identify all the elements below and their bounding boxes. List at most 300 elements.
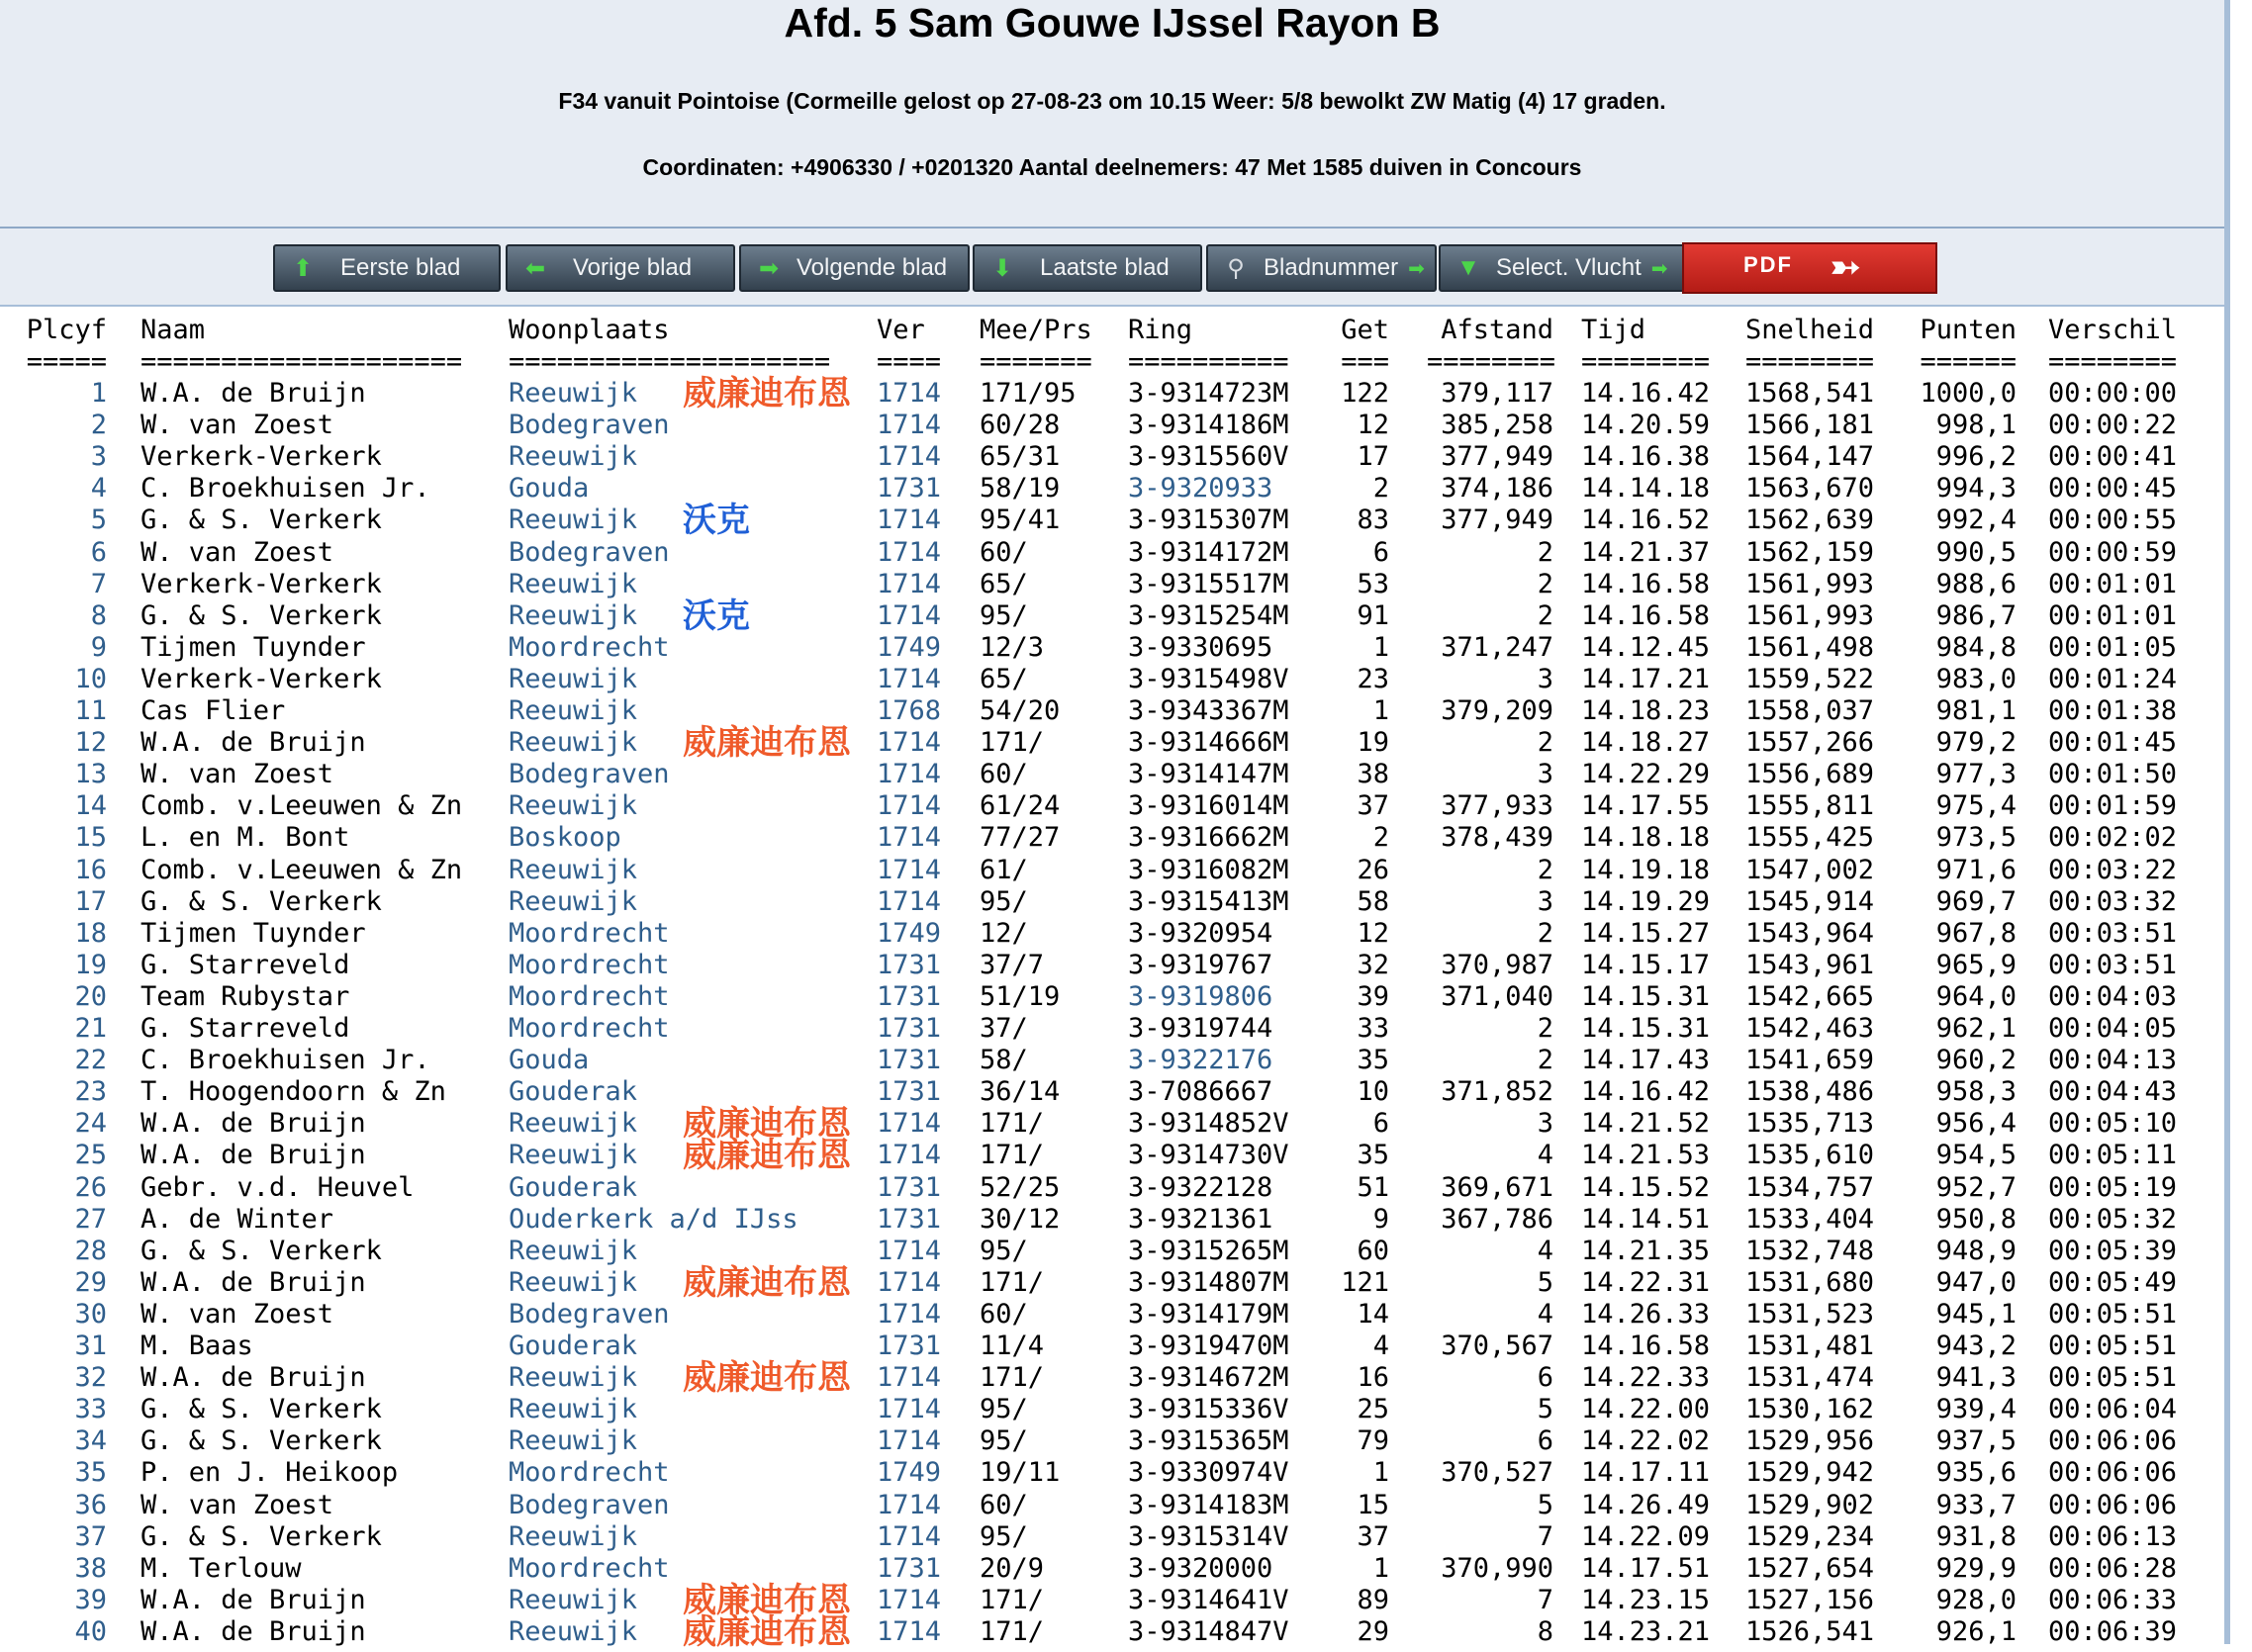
cell-ver[interactable]: 1714 <box>877 790 942 822</box>
table-row <box>0 1136 2224 1176</box>
last-page-button[interactable]: ⬇ Laatste blad <box>973 244 1202 292</box>
cell-woonplaats[interactable]: Moordrecht <box>509 631 670 663</box>
column-header-afstand: Afstand <box>1441 315 1553 345</box>
cell-verschil: 00:05:39 <box>2048 1235 2178 1266</box>
cell-ring: 3-9314672M <box>1128 1362 1289 1394</box>
cell-get: 19 <box>1357 727 1389 759</box>
column-header-ver: Ver <box>877 315 925 345</box>
cell-ver[interactable]: 1714 <box>877 1298 942 1330</box>
cell-naam: Cas Flier <box>141 695 286 726</box>
cell-naam: Comb. v.Leeuwen & Zn <box>141 854 463 885</box>
cell-plcyf[interactable]: 13 <box>74 759 107 790</box>
cell-mee-prs: 60/ <box>980 536 1028 568</box>
cell-ver[interactable]: 1714 <box>877 1425 942 1457</box>
cell-tijd: 14.22.09 <box>1581 1520 1711 1552</box>
table-row <box>0 1045 2224 1076</box>
cell-ver[interactable]: 1731 <box>877 1013 942 1044</box>
cell-verschil: 00:04:05 <box>2048 1013 2178 1044</box>
cell-ring: 3-9315517M <box>1128 568 1289 599</box>
cell-plcyf[interactable]: 32 <box>74 1362 107 1394</box>
table-row <box>0 1521 2224 1553</box>
cell-woonplaats[interactable]: Reeuwijk <box>509 885 638 917</box>
cell-mee-prs: 58/19 <box>980 473 1061 505</box>
table-row <box>0 723 2224 764</box>
cell-verschil: 00:03:22 <box>2048 854 2178 885</box>
cell-mee-prs: 171/ <box>980 1362 1045 1394</box>
cell-woonplaats[interactable]: Moordrecht <box>509 1457 670 1489</box>
cell-mee-prs: 95/ <box>980 1394 1028 1425</box>
cell-naam: W.A. de Bruijn <box>141 1584 366 1615</box>
cell-ring: 3-9315498V <box>1128 663 1289 694</box>
cell-mee-prs: 95/ <box>980 1520 1028 1552</box>
cell-ver[interactable]: 1714 <box>877 759 942 790</box>
column-header-mee-prs: Mee/Prs <box>980 315 1092 345</box>
cell-verschil: 00:01:01 <box>2048 599 2178 631</box>
cell-punten: 926,1 <box>1935 1615 2017 1647</box>
annotation-label: 威廉迪布恩 <box>683 1358 851 1399</box>
cell-afstand: 3 <box>1537 885 1553 917</box>
cell-ring: 3-9320954 <box>1128 917 1273 949</box>
cell-woonplaats[interactable]: Gouda <box>509 473 590 505</box>
cell-punten: 937,5 <box>1935 1425 2017 1457</box>
cell-get: 35 <box>1357 1045 1389 1076</box>
table-row <box>0 1262 2224 1303</box>
cell-get: 25 <box>1357 1394 1389 1425</box>
cell-tijd: 14.20.59 <box>1581 410 1711 441</box>
cell-plcyf[interactable]: 33 <box>74 1394 107 1425</box>
table-row <box>0 374 2224 413</box>
cell-mee-prs: 65/ <box>980 663 1028 694</box>
cell-woonplaats[interactable]: Reeuwijk <box>509 568 638 599</box>
cell-mee-prs: 95/ <box>980 1235 1028 1266</box>
cell-ver[interactable]: 1714 <box>877 1362 942 1394</box>
cell-ver[interactable]: 1731 <box>877 1045 942 1076</box>
cell-plcyf[interactable]: 40 <box>74 1615 107 1647</box>
cell-snelheid: 1529,234 <box>1745 1520 1875 1552</box>
cell-woonplaats[interactable]: Gouderak <box>509 1171 638 1203</box>
cell-woonplaats[interactable]: Boskoop <box>509 822 621 854</box>
cell-ver[interactable]: 1731 <box>877 949 942 980</box>
cell-verschil: 00:04:13 <box>2048 1045 2178 1076</box>
cell-plcyf[interactable]: 1 <box>90 378 107 409</box>
cell-punten: 947,0 <box>1935 1266 2017 1298</box>
cell-get: 51 <box>1357 1171 1389 1203</box>
table-row <box>0 759 2224 790</box>
cell-plcyf[interactable]: 36 <box>74 1489 107 1520</box>
cell-verschil: 00:01:01 <box>2048 568 2178 599</box>
cell-woonplaats[interactable]: Gouda <box>509 1045 590 1076</box>
cell-plcyf[interactable]: 25 <box>74 1140 107 1171</box>
first-page-button[interactable]: ⬆ Eerste blad <box>273 244 501 292</box>
cell-plcyf[interactable]: 3 <box>90 441 107 473</box>
cell-plcyf[interactable]: 35 <box>74 1457 107 1489</box>
cell-ver[interactable]: 1714 <box>877 727 942 759</box>
cell-plcyf[interactable]: 21 <box>74 1013 107 1044</box>
cell-ver[interactable]: 1749 <box>877 1457 942 1489</box>
cell-snelheid: 1562,159 <box>1745 536 1875 568</box>
cell-snelheid: 1531,680 <box>1745 1266 1875 1298</box>
cell-ver[interactable]: 1714 <box>877 1520 942 1552</box>
cell-plcyf[interactable]: 11 <box>74 695 107 726</box>
cell-woonplaats[interactable]: Moordrecht <box>509 917 670 949</box>
cell-plcyf[interactable]: 6 <box>90 536 107 568</box>
cell-mee-prs: 58/ <box>980 1045 1028 1076</box>
table-row <box>0 632 2224 664</box>
cell-get: 29 <box>1357 1615 1389 1647</box>
cell-plcyf[interactable]: 15 <box>74 822 107 854</box>
cell-woonplaats[interactable]: Reeuwijk <box>509 727 638 759</box>
cell-snelheid: 1557,266 <box>1745 727 1875 759</box>
cell-naam: Team Rubystar <box>141 980 350 1012</box>
cell-woonplaats[interactable]: Reeuwijk <box>509 790 638 822</box>
cell-punten: 931,8 <box>1935 1520 2017 1552</box>
cell-woonplaats[interactable]: Bodegraven <box>509 1489 670 1520</box>
cell-woonplaats[interactable]: Bodegraven <box>509 759 670 790</box>
table-header-separator <box>0 346 2224 378</box>
cell-get: 6 <box>1372 536 1389 568</box>
cell-ver[interactable]: 1714 <box>877 1584 942 1615</box>
cell-snelheid: 1533,404 <box>1745 1203 1875 1235</box>
cell-afstand: 7 <box>1537 1520 1553 1552</box>
cell-snelheid: 1529,956 <box>1745 1425 1875 1457</box>
cell-woonplaats[interactable]: Reeuwijk <box>509 599 638 631</box>
cell-naam: L. en M. Bont <box>141 822 350 854</box>
cell-plcyf[interactable]: 2 <box>90 410 107 441</box>
cell-mee-prs: 12/ <box>980 917 1028 949</box>
cell-naam: P. en J. Heikoop <box>141 1457 399 1489</box>
cell-ver[interactable]: 1714 <box>877 536 942 568</box>
cell-verschil: 00:04:03 <box>2048 980 2178 1012</box>
cell-tijd: 14.16.58 <box>1581 599 1711 631</box>
cell-punten: 941,3 <box>1935 1362 2017 1394</box>
separator-verschil: ======== <box>2048 346 2178 377</box>
cell-plcyf[interactable]: 39 <box>74 1584 107 1615</box>
cell-ring: 3-9319744 <box>1128 1013 1273 1044</box>
page-number-button[interactable]: ⚲ Bladnummer ➡ <box>1206 244 1437 292</box>
cell-ring: 3-9315365M <box>1128 1425 1289 1457</box>
cell-plcyf[interactable]: 9 <box>90 631 107 663</box>
cell-ver[interactable]: 1731 <box>877 1552 942 1584</box>
cell-ver[interactable]: 1714 <box>877 1394 942 1425</box>
cell-plcyf[interactable]: 4 <box>90 473 107 505</box>
cell-ver[interactable]: 1714 <box>877 410 942 441</box>
cell-woonplaats[interactable]: Reeuwijk <box>509 1584 638 1615</box>
cell-woonplaats[interactable]: Reeuwijk <box>509 1235 638 1266</box>
cell-woonplaats[interactable]: Reeuwijk <box>509 441 638 473</box>
cell-ring[interactable]: 3-9319806 <box>1128 980 1273 1012</box>
cell-plcyf[interactable]: 10 <box>74 663 107 694</box>
cell-plcyf[interactable]: 27 <box>74 1203 107 1235</box>
cell-afstand: 370,527 <box>1441 1457 1553 1489</box>
table-row <box>0 1490 2224 1521</box>
annotation-label: 威廉迪布恩 <box>683 1104 851 1145</box>
cell-ver[interactable]: 1714 <box>877 1489 942 1520</box>
cell-ring: 3-9316014M <box>1128 790 1289 822</box>
table-row <box>0 695 2224 727</box>
cell-snelheid: 1566,181 <box>1745 410 1875 441</box>
cell-afstand: 370,990 <box>1441 1552 1553 1584</box>
cell-snelheid: 1530,162 <box>1745 1394 1875 1425</box>
cell-naam: G. & S. Verkerk <box>141 1235 382 1266</box>
cell-get: 15 <box>1357 1489 1389 1520</box>
cell-snelheid: 1532,748 <box>1745 1235 1875 1266</box>
cell-plcyf[interactable]: 12 <box>74 727 107 759</box>
cell-verschil: 00:05:19 <box>2048 1171 2178 1203</box>
cell-tijd: 14.17.43 <box>1581 1045 1711 1076</box>
cell-woonplaats[interactable]: Reeuwijk <box>509 378 638 409</box>
arrow-down-icon: ⬇ <box>991 254 1013 282</box>
cell-mee-prs: 171/ <box>980 1266 1045 1298</box>
cell-woonplaats[interactable]: Reeuwijk <box>509 505 638 536</box>
cell-tijd: 14.19.29 <box>1581 885 1711 917</box>
cell-punten: 935,6 <box>1935 1457 2017 1489</box>
cell-ring: 3-9314807M <box>1128 1266 1289 1298</box>
cell-ring: 3-9314147M <box>1128 759 1289 790</box>
cell-punten: 996,2 <box>1935 441 2017 473</box>
cell-ver[interactable]: 1714 <box>877 599 942 631</box>
cell-ring: 3-9320000 <box>1128 1552 1273 1584</box>
cell-plcyf[interactable]: 18 <box>74 917 107 949</box>
cell-plcyf[interactable]: 30 <box>74 1298 107 1330</box>
cell-plcyf[interactable]: 24 <box>74 1108 107 1140</box>
select-flight-button[interactable]: ▼ Select. Vlucht ➡ <box>1439 244 1692 292</box>
cell-woonplaats[interactable]: Moordrecht <box>509 980 670 1012</box>
cell-plcyf[interactable]: 16 <box>74 854 107 885</box>
cell-woonplaats[interactable]: Bodegraven <box>509 410 670 441</box>
cell-ver[interactable]: 1714 <box>877 441 942 473</box>
arrow-right-icon: ➡ <box>758 254 780 282</box>
cell-tijd: 14.15.52 <box>1581 1171 1711 1203</box>
cell-naam: C. Broekhuisen Jr. <box>141 1045 430 1076</box>
cell-plcyf[interactable]: 14 <box>74 790 107 822</box>
column-header-tijd: Tijd <box>1581 315 1646 345</box>
cell-get: 122 <box>1341 378 1389 409</box>
cell-punten: 971,6 <box>1935 854 2017 885</box>
cell-verschil: 00:06:06 <box>2048 1489 2178 1520</box>
cell-woonplaats[interactable]: Gouderak <box>509 1331 638 1361</box>
cell-woonplaats[interactable]: Reeuwijk <box>509 1140 638 1171</box>
arrow-right-icon: ➡ <box>1650 257 1668 280</box>
cell-afstand: 7 <box>1537 1584 1553 1615</box>
column-header-plcyf: Plcyf <box>26 315 107 345</box>
previous-page-button[interactable]: ⬅ Vorige blad <box>506 244 735 292</box>
cell-punten: 964,0 <box>1935 980 2017 1012</box>
cell-get: 60 <box>1357 1235 1389 1266</box>
cell-punten: 962,1 <box>1935 1013 2017 1044</box>
cell-plcyf[interactable]: 22 <box>74 1045 107 1076</box>
cell-ver[interactable]: 1714 <box>877 854 942 885</box>
cell-woonplaats[interactable]: Reeuwijk <box>509 1108 638 1140</box>
cell-afstand: 374,186 <box>1441 473 1553 505</box>
cell-woonplaats[interactable]: Reeuwijk <box>509 695 638 726</box>
cell-ver[interactable]: 1714 <box>877 1140 942 1171</box>
separator-woonplaats: ==================== <box>509 346 831 377</box>
cell-verschil: 00:00:59 <box>2048 536 2178 568</box>
cell-woonplaats[interactable]: Reeuwijk <box>509 1520 638 1552</box>
cell-woonplaats[interactable]: Bodegraven <box>509 536 670 568</box>
cell-plcyf[interactable]: 19 <box>74 949 107 980</box>
cell-naam: W.A. de Bruijn <box>141 1615 366 1647</box>
cell-afstand: 377,949 <box>1441 505 1553 536</box>
cell-punten: 981,1 <box>1935 695 2017 726</box>
cell-mee-prs: 60/ <box>980 759 1028 790</box>
cell-plcyf[interactable]: 29 <box>74 1266 107 1298</box>
cell-tijd: 14.16.52 <box>1581 505 1711 536</box>
cell-mee-prs: 37/7 <box>980 949 1045 980</box>
cell-ring: 3-9314172M <box>1128 536 1289 568</box>
cell-ver[interactable]: 1731 <box>877 1171 942 1203</box>
cell-get: 1 <box>1372 1457 1389 1489</box>
cell-ring: 3-9322128 <box>1128 1171 1273 1203</box>
cell-woonplaats[interactable]: Gouderak <box>509 1076 638 1108</box>
cell-afstand: 371,040 <box>1441 980 1553 1012</box>
cell-ver[interactable]: 1714 <box>877 822 942 854</box>
cell-verschil: 00:06:04 <box>2048 1394 2178 1425</box>
cell-naam: G. & S. Verkerk <box>141 1520 382 1552</box>
cell-ver[interactable]: 1731 <box>877 980 942 1012</box>
column-header-get: Get <box>1341 315 1389 345</box>
cell-tijd: 14.14.18 <box>1581 473 1711 505</box>
cell-tijd: 14.22.00 <box>1581 1394 1711 1425</box>
cell-ring[interactable]: 3-9322176 <box>1128 1045 1273 1076</box>
cell-snelheid: 1531,474 <box>1745 1362 1875 1394</box>
cell-plcyf[interactable]: 23 <box>74 1076 107 1108</box>
cell-woonplaats[interactable]: Reeuwijk <box>509 663 638 694</box>
cell-plcyf[interactable]: 38 <box>74 1552 107 1584</box>
next-page-button[interactable]: ➡ Volgende blad <box>739 244 970 292</box>
cell-afstand: 2 <box>1537 727 1553 759</box>
table-row <box>0 950 2224 981</box>
cell-afstand: 2 <box>1537 536 1553 568</box>
cell-snelheid: 1556,689 <box>1745 759 1875 790</box>
cell-woonplaats[interactable]: Reeuwijk <box>509 1394 638 1425</box>
cell-plcyf[interactable]: 31 <box>74 1331 107 1361</box>
cell-woonplaats[interactable]: Bodegraven <box>509 1298 670 1330</box>
cell-mee-prs: 60/ <box>980 1489 1028 1520</box>
cell-tijd: 14.16.58 <box>1581 568 1711 599</box>
cell-ver[interactable]: 1714 <box>877 1235 942 1266</box>
cell-punten: 954,5 <box>1935 1140 2017 1171</box>
cell-afstand: 6 <box>1537 1362 1553 1394</box>
cell-woonplaats[interactable]: Moordrecht <box>509 1013 670 1044</box>
cell-plcyf[interactable]: 37 <box>74 1520 107 1552</box>
cell-ver[interactable]: 1768 <box>877 695 942 726</box>
cell-afstand: 5 <box>1537 1394 1553 1425</box>
cell-punten: 967,8 <box>1935 917 2017 949</box>
cell-ver[interactable]: 1714 <box>877 568 942 599</box>
cell-woonplaats[interactable]: Ouderkerk a/d IJss <box>509 1203 798 1235</box>
cell-snelheid: 1561,993 <box>1745 599 1875 631</box>
cell-get: 32 <box>1357 949 1389 980</box>
cell-ring: 3-9314641V <box>1128 1584 1289 1615</box>
cell-ver[interactable]: 1731 <box>877 473 942 505</box>
cell-naam: W. van Zoest <box>141 1489 334 1520</box>
cell-woonplaats[interactable]: Reeuwijk <box>509 1425 638 1457</box>
table-row <box>0 1394 2224 1425</box>
cell-mee-prs: 61/24 <box>980 790 1061 822</box>
cell-woonplaats[interactable]: Reeuwijk <box>509 854 638 885</box>
cell-naam: W. van Zoest <box>141 410 334 441</box>
cell-ver[interactable]: 1714 <box>877 378 942 409</box>
cell-woonplaats[interactable]: Reeuwijk <box>509 1615 638 1647</box>
cell-woonplaats[interactable]: Reeuwijk <box>509 1362 638 1394</box>
cell-woonplaats[interactable]: Reeuwijk <box>509 1266 638 1298</box>
cell-naam: Gebr. v.d. Heuvel <box>141 1171 415 1203</box>
cell-ver[interactable]: 1731 <box>877 1331 942 1361</box>
cell-afstand: 377,933 <box>1441 790 1553 822</box>
cell-verschil: 00:01:45 <box>2048 727 2178 759</box>
cell-ver[interactable]: 1731 <box>877 1076 942 1108</box>
cell-tijd: 14.22.33 <box>1581 1362 1711 1394</box>
cell-punten: 958,3 <box>1935 1076 2017 1108</box>
cell-ver[interactable]: 1714 <box>877 885 942 917</box>
cell-ver[interactable]: 1749 <box>877 631 942 663</box>
cell-ver[interactable]: 1714 <box>877 505 942 536</box>
table-row <box>0 1580 2224 1620</box>
cell-plcyf[interactable]: 26 <box>74 1171 107 1203</box>
cell-naam: A. de Winter <box>141 1203 334 1235</box>
cell-plcyf[interactable]: 5 <box>90 505 107 536</box>
coordinates-info: Coordinaten: +4906330 / +0201320 Aantal deelnemers: 47 Met 1585 duiven in Concours <box>642 154 1582 180</box>
pdf-export-button[interactable]: PDF ➳ <box>1682 242 1937 294</box>
arrow-right-icon: ➡ <box>1408 257 1425 280</box>
cell-verschil: 00:00:45 <box>2048 473 2178 505</box>
cell-ver[interactable]: 1749 <box>877 917 942 949</box>
cell-verschil: 00:02:02 <box>2048 822 2178 854</box>
cell-ring[interactable]: 3-9320933 <box>1128 473 1273 505</box>
cell-snelheid: 1568,541 <box>1745 378 1875 409</box>
cell-ver[interactable]: 1714 <box>877 1615 942 1647</box>
cell-mee-prs: 52/25 <box>980 1171 1061 1203</box>
cell-woonplaats[interactable]: Moordrecht <box>509 1552 670 1584</box>
table-row <box>0 790 2224 822</box>
table-header <box>0 315 2224 346</box>
cell-verschil: 00:06:33 <box>2048 1584 2178 1615</box>
cell-afstand: 379,117 <box>1441 378 1553 409</box>
cell-plcyf[interactable]: 20 <box>74 980 107 1012</box>
cell-plcyf[interactable]: 8 <box>90 599 107 631</box>
separator-get: === <box>1341 346 1389 377</box>
cell-naam: Comb. v.Leeuwen & Zn <box>141 790 463 822</box>
cell-ring: 3-9330974V <box>1128 1457 1289 1489</box>
cell-mee-prs: 51/19 <box>980 980 1061 1012</box>
column-header-naam: Naam <box>141 315 206 345</box>
cell-mee-prs: 171/ <box>980 1584 1045 1615</box>
cell-plcyf[interactable]: 28 <box>74 1235 107 1266</box>
cell-snelheid: 1561,498 <box>1745 631 1875 663</box>
cell-ver[interactable]: 1731 <box>877 1203 942 1235</box>
cell-verschil: 00:06:06 <box>2048 1425 2178 1457</box>
cell-mee-prs: 65/ <box>980 568 1028 599</box>
cell-ver[interactable]: 1714 <box>877 663 942 694</box>
cell-plcyf[interactable]: 34 <box>74 1425 107 1457</box>
cell-naam: Verkerk-Verkerk <box>141 663 382 694</box>
cell-plcyf[interactable]: 7 <box>90 568 107 599</box>
table-row <box>0 855 2224 886</box>
cell-get: 58 <box>1357 885 1389 917</box>
cell-woonplaats[interactable]: Moordrecht <box>509 949 670 980</box>
cell-ring: 3-9315560V <box>1128 441 1289 473</box>
cell-punten: 994,3 <box>1935 473 2017 505</box>
separator-naam: ==================== <box>141 346 463 377</box>
cell-tijd: 14.18.18 <box>1581 822 1711 854</box>
cell-snelheid: 1535,610 <box>1745 1140 1875 1171</box>
cell-ver[interactable]: 1714 <box>877 1266 942 1298</box>
cell-punten: 1000,0 <box>1920 378 2017 409</box>
cell-ver[interactable]: 1714 <box>877 1108 942 1140</box>
cell-snelheid: 1543,961 <box>1745 949 1875 980</box>
cell-plcyf[interactable]: 17 <box>74 885 107 917</box>
